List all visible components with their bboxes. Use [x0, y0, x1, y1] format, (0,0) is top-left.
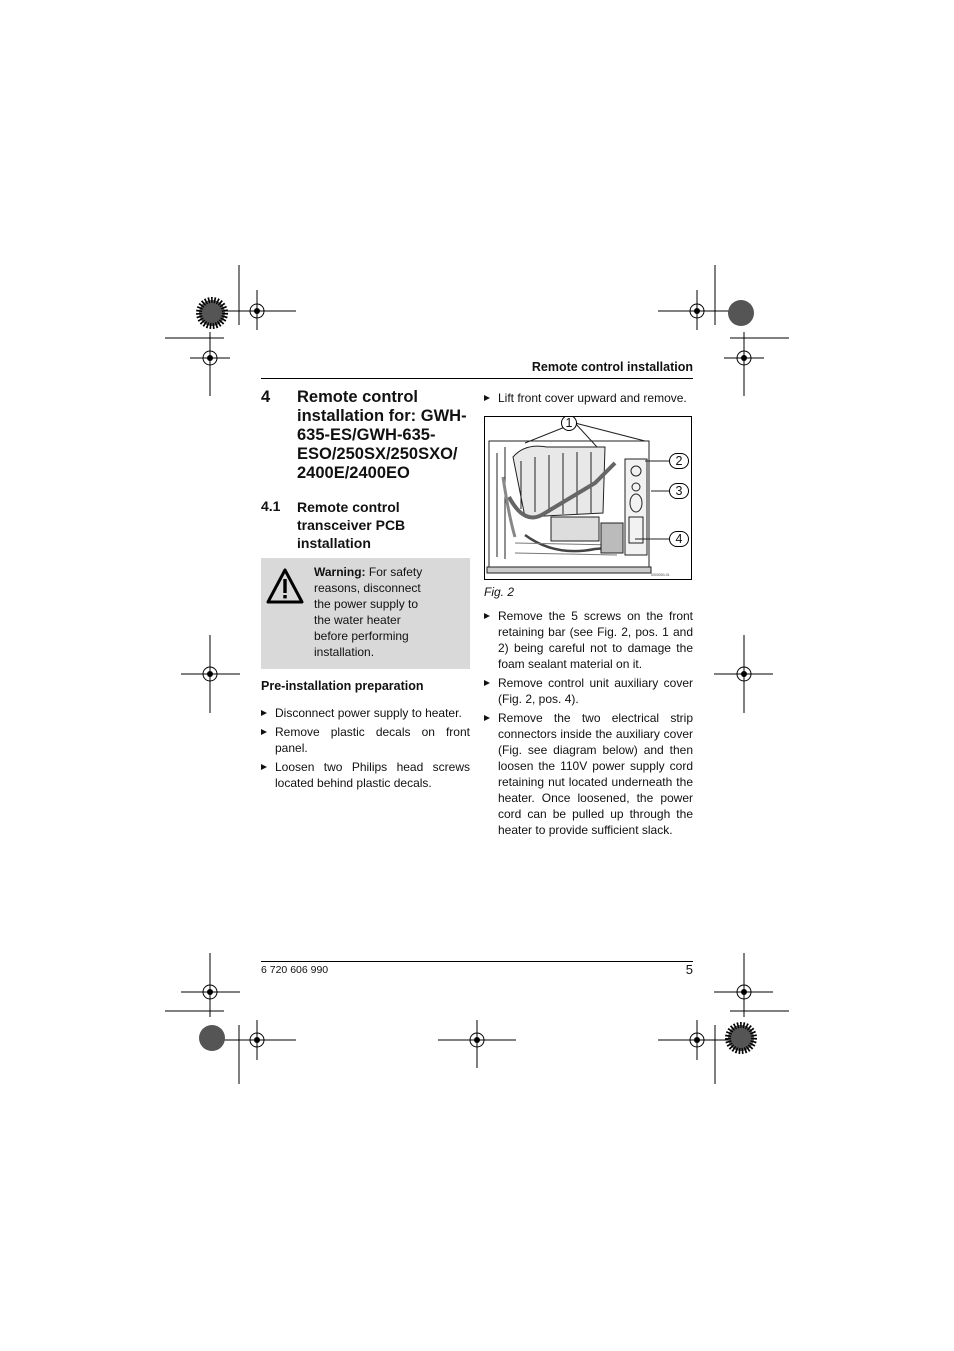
svg-text:0000000-01: 0000000-01: [651, 573, 670, 577]
chapter-number: 4: [261, 388, 271, 406]
heater-figure: [484, 416, 692, 580]
list-item: Remove plastic decals on front panel.: [261, 724, 470, 756]
callout-1: 1: [561, 416, 577, 431]
bullet-arrow-icon: [484, 613, 490, 619]
page-number: 5: [685, 962, 693, 977]
list-item: Remove control unit auxiliary cover (Fig. 2, pos. 4).: [484, 675, 693, 707]
removal-steps-list: [484, 608, 693, 841]
callout-4: 4: [669, 531, 689, 547]
bullet-arrow-icon: [484, 395, 490, 401]
warning-text: Warning: For safety reasons, disconnect the power supply to the water heater before performing installation.: [314, 565, 423, 659]
chapter-title: Remote control installation for: GWH- 635-ES/GWH-635- ESO/250SX/250SXO/ 2400E/2400EO: [297, 388, 467, 482]
section-number: 4.1: [261, 498, 281, 514]
warning-label: Warning:: [314, 565, 366, 579]
callout-2: 2: [669, 453, 689, 469]
bullet-arrow-icon: [484, 715, 490, 721]
document-number: 6 720 606 990: [261, 964, 329, 976]
list-item: Remove the two electrical strip connectors inside the auxiliary cover (Fig. see diagram below) and then loosen the 110V power supply cord retaining nut located underneath the heater. Once loosened, the power cord can be pulled up through the heater to provide sufficient slack.: [484, 710, 693, 838]
header-rule: [261, 378, 693, 379]
section-title: Remote control transceiver PCB installation: [297, 499, 406, 551]
list-item: Lift front cover upward and remove.: [484, 390, 693, 406]
list-item: Disconnect power supply to heater.: [261, 705, 470, 721]
footer-rule: [261, 961, 693, 962]
bullet-arrow-icon: [261, 729, 267, 735]
bullet-arrow-icon: [261, 710, 267, 716]
first-step-list: [484, 390, 693, 409]
figure-caption: Fig. 2: [484, 585, 515, 599]
warning-triangle-icon: [266, 568, 304, 604]
heater-illustration: [485, 417, 692, 580]
preinstall-heading: Pre-installation preparation: [261, 679, 424, 693]
list-item: Loosen two Philips head screws located behind plastic decals.: [261, 759, 470, 791]
bullet-arrow-icon: [484, 680, 490, 686]
callout-3: 3: [669, 483, 689, 499]
list-item: Remove the 5 screws on the front retaining bar (see Fig. 2, pos. 1 and 2) being careful not to damage the foam sealant material on it.: [484, 608, 693, 672]
bullet-arrow-icon: [261, 764, 267, 770]
running-header: Remote control installation: [531, 360, 693, 374]
preinstall-list: [261, 705, 470, 794]
